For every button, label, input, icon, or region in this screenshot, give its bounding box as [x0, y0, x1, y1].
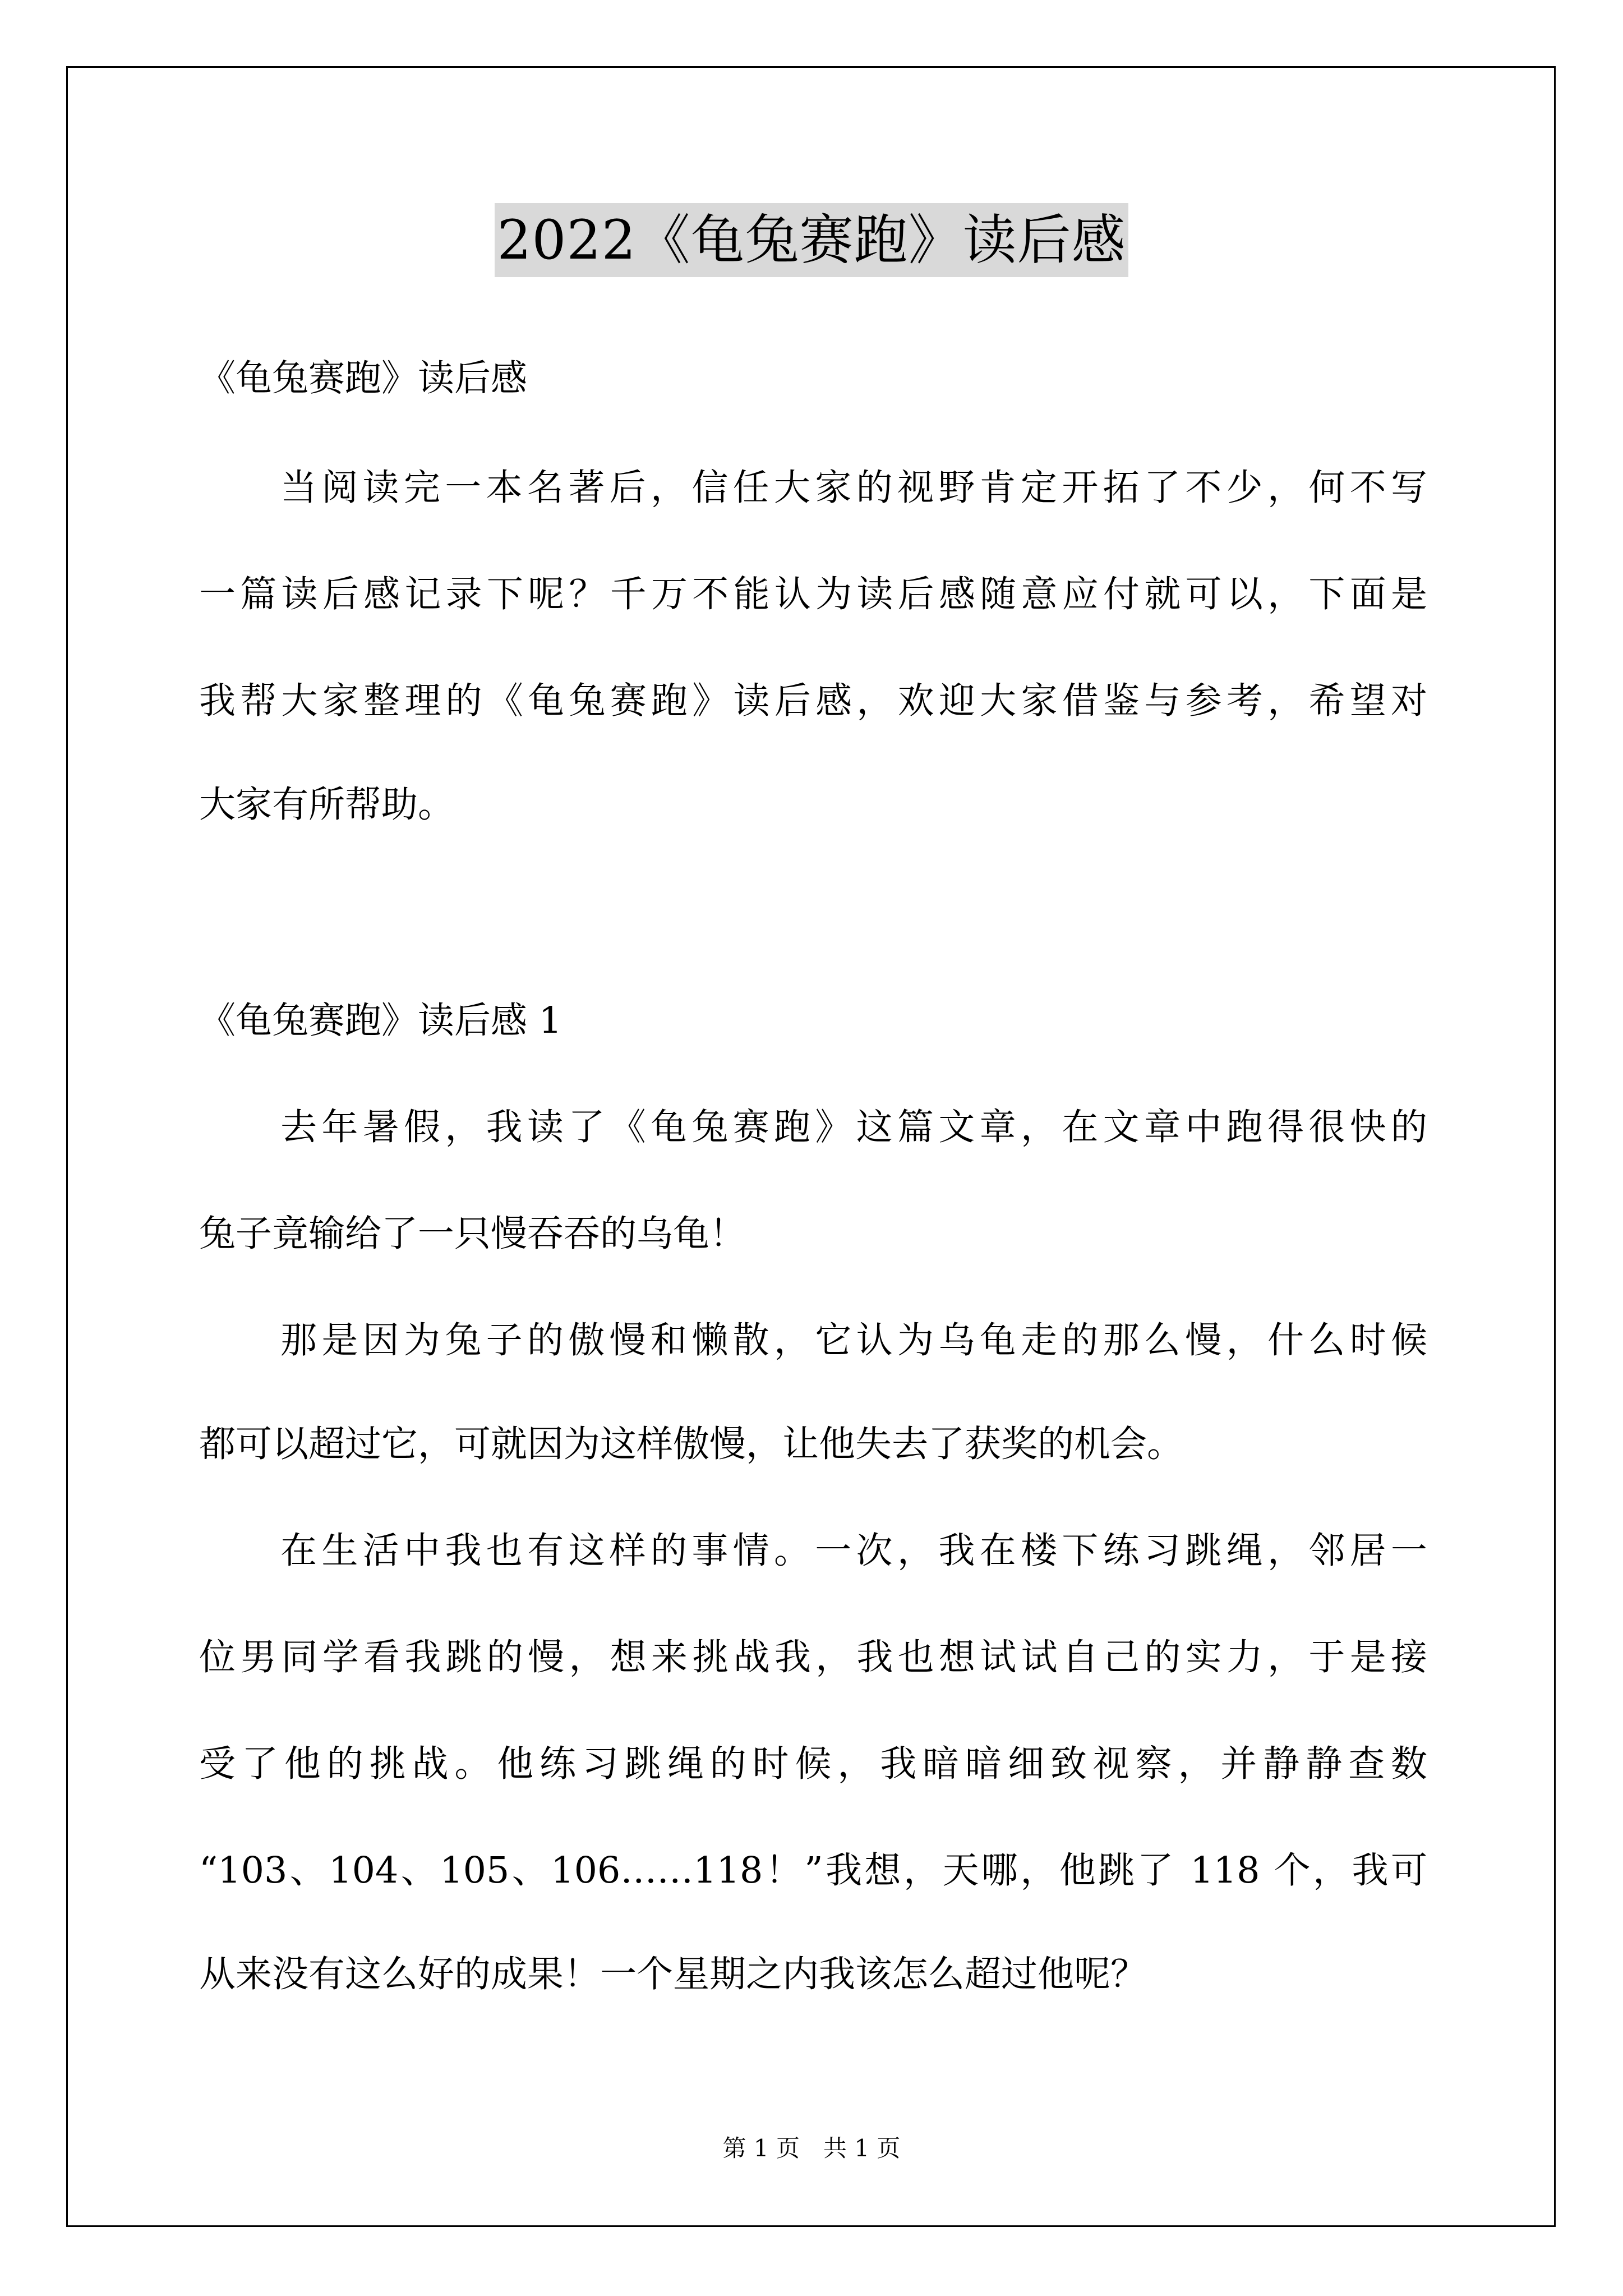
page-footer: 第 1 页 共 1 页	[722, 2134, 901, 2162]
page-title: 2022《龟兔赛跑》读后感	[495, 203, 1128, 277]
paragraph-line: “103、104、105、106……118！”我想，天哪，他跳了 118 个，我可	[199, 1849, 1427, 1892]
intro-line-2: 一篇读后感记录下呢？千万不能认为读后感随意应付就可以，下面是	[199, 573, 1427, 615]
paragraph-line: 从来没有这么好的成果！一个星期之内我该怎么超过他呢？	[199, 1953, 1147, 1995]
paragraph-line: 都可以超过它，可就因为这样傲慢，让他失去了获奖的机会。	[199, 1423, 1184, 1465]
paragraph-line: 受了他的挑战。他练习跳绳的时候，我暗暗细致视察，并静静查数	[199, 1743, 1427, 1785]
title-wrapper	[0, 203, 1623, 277]
paragraph-line: 位男同学看我跳的慢，想来挑战我，我也想试试自己的实力，于是接	[199, 1636, 1427, 1678]
intro-line-3: 我帮大家整理的《龟兔赛跑》读后感，欢迎大家借鉴与参考，希望对	[199, 680, 1427, 722]
intro-line-1: 当阅读完一本名著后，信任大家的视野肯定开拓了不少，何不写	[280, 467, 1427, 509]
intro-line-4: 大家有所帮助。	[199, 784, 455, 826]
paragraph-line: 那是因为兔子的傲慢和懒散，它认为乌龟走的那么慢，什么时候	[280, 1319, 1427, 1361]
paragraph-line: 去年暑假，我读了《龟兔赛跑》这篇文章，在文章中跑得很快的	[280, 1106, 1427, 1148]
section-heading: 《龟兔赛跑》读后感 1	[199, 1000, 562, 1042]
subtitle: 《龟兔赛跑》读后感	[199, 357, 528, 399]
paragraph-line: 兔子竟输给了一只慢吞吞的乌龟！	[199, 1213, 746, 1255]
paragraph-line: 在生活中我也有这样的事情。一次，我在楼下练习跳绳，邻居一	[280, 1530, 1427, 1572]
